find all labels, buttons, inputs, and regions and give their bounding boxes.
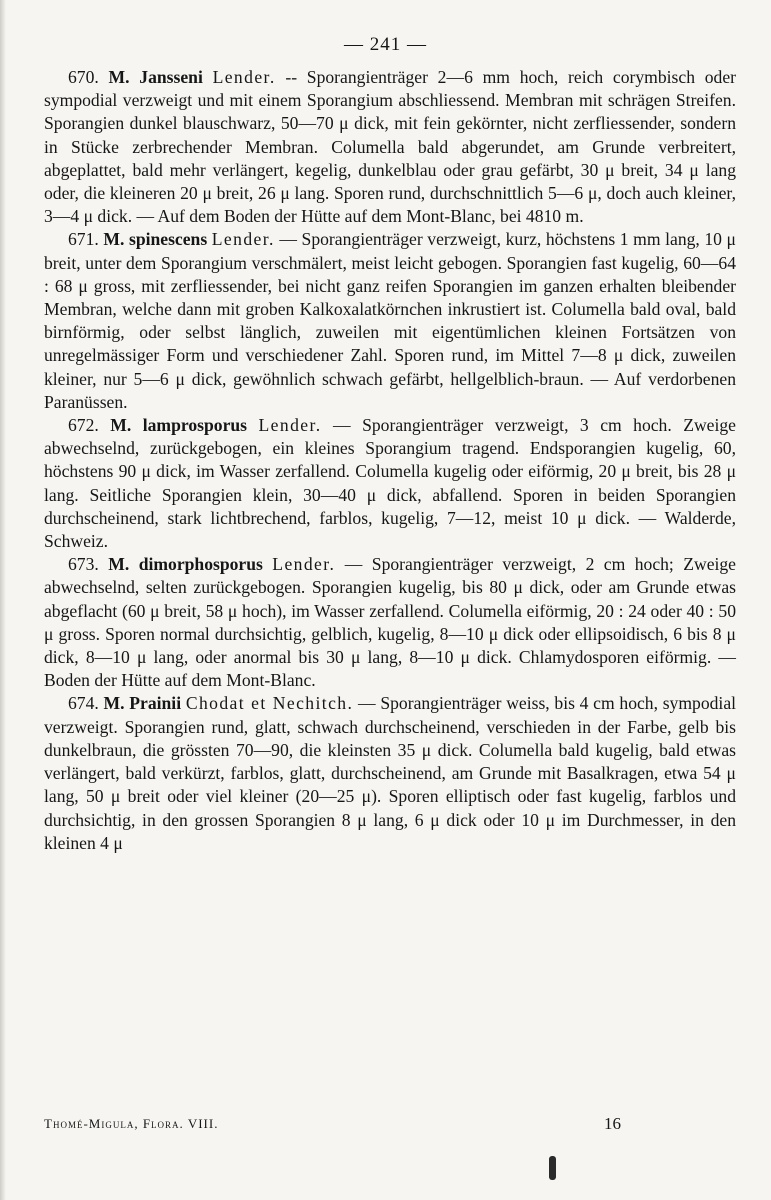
entry-number: 674. — [68, 693, 99, 714]
entry-author: Chodat et Nechitch. — [185, 693, 354, 714]
entry-number: 671. — [68, 229, 99, 250]
entry-author: Lender. — [212, 67, 276, 87]
entry-genus: M. — [110, 415, 132, 436]
entry-species: Jansseni — [139, 67, 203, 87]
entry-species: lamprosporus — [142, 415, 248, 436]
entry-author: Lender. — [272, 554, 336, 575]
entry-670 — [44, 66, 736, 228]
signature-mark: 16 — [604, 1114, 621, 1133]
entry-number: 670. — [68, 67, 99, 87]
entry-genus: M. — [103, 229, 125, 250]
entry-673 — [44, 553, 736, 692]
footer-citation: Thomé-Migula, Flora. VIII. — [44, 1116, 219, 1131]
entry-number: 673. — [68, 554, 99, 575]
entry-genus: M. — [103, 693, 125, 714]
page-edge-shadow — [0, 0, 6, 1200]
entry-species: Prainii — [129, 693, 182, 714]
text-block — [44, 66, 736, 855]
page-footer — [44, 1116, 736, 1132]
entry-number: 672. — [68, 415, 99, 436]
ink-mark — [549, 1156, 556, 1180]
entry-text: — Sporangienträger verzweigt, 2 cm hoch; Zweige abwechselnd, selten zurückgebogen. Sporangien kugelig, bis 80 μ dick, oder am Grunde etwas abgeflacht (60 μ breit, 58 μ hoch), im Wasser zerfallend. Columella eiförmig, 20 : 24 oder 40 : 50 μ gross. Sporen normal durchsichtig, gelblich, kugelig, 8—10 μ dick oder ellipsoidisch, 6 bis 8 μ dick, 8—10 μ lang, oder anormal bis 30 μ lang, 8—10 μ dick. Chlamydosporen eiförmig. — Boden der Hütte auf dem Mont-Blanc. — [44, 554, 736, 691]
entry-text: — Sporangienträger weiss, bis 4 cm hoch, sympodial verzweigt. Sporangien rund, glatt, schwach durchscheinend, verschieden in der Farbe, gelb bis dunkelbraun, die grössten 70—90, die kleinsten 35 μ dick. Columella bald kugelig, bald etwas verlängert, bald verkürzt, farblos, glatt, durchscheinend, am Grunde mit Basalkragen, etwa 54 μ lang, 50 μ breit oder viel kleiner (20—25 μ). Sporen elliptisch oder fast kugelig, farblos und durchsichtig, in den grossen Sporangien 8 μ lang, 6 μ dick oder 10 μ im Durchmesser, in den kleinen 4 μ — [44, 693, 737, 853]
entry-text: -- Sporangienträger 2—6 mm hoch, reich corymbisch oder sympodial verzweigt und mit einem Sporangium abschliessend. Membran mit schrägen Streifen. Sporangien dunkel blauschwarz, 50—70 μ dick, mit fein gekörnter, nicht zerfliessender, sondern in Stücke zerbrechender Membran. Columella bald abgerundet, am Grunde verbreitert, abgeplattet, bald mehr verlängert, kegelig, dunkelblau oder grau gefärbt, 30 μ breit, 34 μ lang oder, die kleineren 20 μ breit, 26 μ lang. Sporen rund, durchschnittlich 5—6 μ, doch auch kleiner, 3—4 μ dick. — Auf dem Boden der Hütte auf dem Mont-Blanc, bei 4810 m. — [44, 67, 736, 227]
entry-author: Lender. — [258, 415, 322, 436]
entry-author: Lender. — [211, 229, 275, 250]
page-number: — 241 — — [344, 34, 427, 55]
entry-species: spinescens — [128, 229, 208, 250]
entry-genus: M. — [108, 67, 130, 87]
entry-text: — Sporangienträger verzweigt, 3 cm hoch. Zweige abwechselnd, zurückgebogen, ein kleines Sporangium tragend. Endsporangien kugelig, 60, höchstens 90 μ dick, im Wasser zerfallend. Columella kugelig oder eiförmig, 20 μ breit, bis 28 μ lang. Seitliche Sporangien klein, 30—40 μ dick, abfallend. Sporen in beiden Sporangien durchscheinend, stark lichtbrechend, farblos, kugelig, 7—12, meist 10 μ dick. — Walderde, Schweiz. — [44, 415, 736, 552]
entry-text: — Sporangienträger verzweigt, kurz, höchstens 1 mm lang, 10 μ breit, unter dem Sporangium verschmälert, meist leicht gebogen. Sporangien fast kugelig, 60—64 : 68 μ gross, mit zerfliessender, bei nicht ganz reifen Sporangien im ganzen erhalten bleibender Membran, welche dann mit groben Kalkoxalatkörnchen inkrustiert ist. Columella bald oval, bald birnförmig, oder selbst länglich, zuweilen mit eigentümlichen kleinen Fortsätzen von unregelmässiger Form und verschiedener Zahl. Sporen rund, im Mittel 7—8 μ dick, zuweilen kleiner, nur 5—6 μ dick, gewöhnlich schwach gefärbt, hellgelblich-braun. — Auf verdorbenen Paranüssen. — [44, 229, 736, 412]
entry-672 — [44, 414, 736, 553]
entry-species: dimorphosporus — [138, 554, 263, 575]
entry-671 — [44, 228, 736, 414]
entry-genus: M. — [108, 554, 130, 575]
entry-674 — [44, 692, 736, 854]
